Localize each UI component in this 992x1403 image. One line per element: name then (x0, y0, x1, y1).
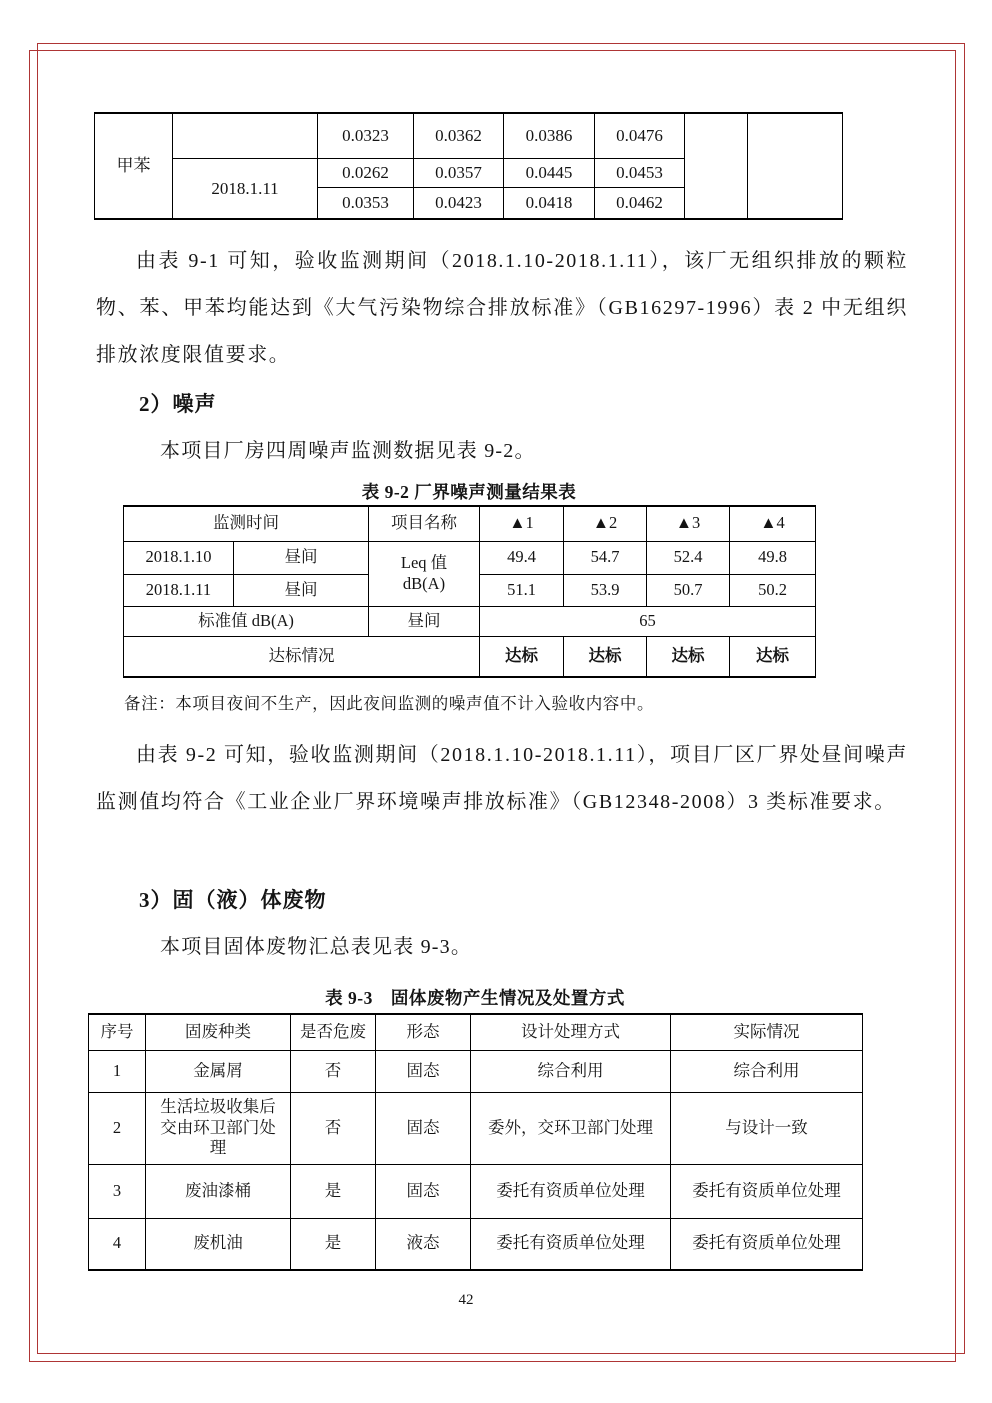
header-index: 序号 (89, 1014, 146, 1050)
solid-waste-table-title: 表 9-3 固体废物产生情况及处置方式 (325, 988, 625, 1008)
compliance-cell: 达标 (564, 636, 647, 677)
form-cell: 固态 (376, 1092, 471, 1164)
leq-label-line1: Leq 值 (400, 552, 448, 572)
noise-table-note: 备注：本项目夜间不生产，因此夜间监测的噪声值不计入验收内容中。 (124, 694, 655, 713)
leq-label-cell (369, 541, 480, 606)
substance-cell: 甲苯 (95, 113, 173, 219)
value-cell: 0.0323 (318, 113, 414, 158)
section-heading-solid-waste: 3）固（液）体废物 (139, 888, 327, 912)
header-monitor-time: 监测时间 (124, 506, 369, 541)
designed-disposal-cell: 综合利用 (471, 1050, 671, 1092)
form-cell: 固态 (376, 1050, 471, 1092)
value-cell: 50.7 (647, 574, 730, 606)
hazardous-cell: 是 (291, 1218, 376, 1270)
index-cell: 2 (89, 1092, 146, 1164)
leq-label-line2: dB(A) (402, 573, 446, 593)
actual-situation-cell: 与设计一致 (671, 1092, 863, 1164)
noise-table (123, 505, 816, 678)
header-point-4: ▲4 (730, 506, 816, 541)
value-cell: 0.0453 (595, 158, 685, 187)
standard-label-cell: 标准值 dB(A) (124, 606, 369, 636)
value-cell: 0.0423 (414, 187, 504, 219)
solid-waste-table (88, 1013, 863, 1271)
header-item-name: 项目名称 (369, 506, 480, 541)
form-cell: 液态 (376, 1218, 471, 1270)
actual-situation-cell: 综合利用 (671, 1050, 863, 1092)
header-designed-disposal: 设计处理方式 (471, 1014, 671, 1050)
designed-disposal-cell: 委外，交环卫部门处理 (471, 1092, 671, 1164)
value-cell: 50.2 (730, 574, 816, 606)
header-point-3: ▲3 (647, 506, 730, 541)
header-form: 形态 (376, 1014, 471, 1050)
standard-period-cell: 昼间 (369, 606, 480, 636)
solid-waste-intro-text: 本项目固体废物汇总表见表 9-3。 (160, 936, 473, 958)
noise-table-title: 表 9-2 厂界噪声测量结果表 (361, 482, 577, 502)
actual-situation-cell: 委托有资质单位处理 (671, 1218, 863, 1270)
page-number: 42 (458, 1292, 474, 1308)
noise-intro-text: 本项目厂房四周噪声监测数据见表 9-2。 (160, 440, 536, 462)
value-cell: 0.0462 (595, 187, 685, 219)
hazardous-cell: 是 (291, 1164, 376, 1218)
value-cell: 53.9 (564, 574, 647, 606)
compliance-cell: 达标 (647, 636, 730, 677)
header-actual-situation: 实际情况 (671, 1014, 863, 1050)
value-cell: 49.8 (730, 541, 816, 574)
waste-type-cell: 金属屑 (146, 1050, 291, 1092)
value-cell: 0.0386 (504, 113, 595, 158)
designed-disposal-cell: 委托有资质单位处理 (471, 1218, 671, 1270)
value-cell: 0.0362 (414, 113, 504, 158)
date-cell-empty (173, 113, 318, 158)
date-cell: 2018.1.11 (124, 574, 234, 606)
compliance-cell: 达标 (480, 636, 564, 677)
form-cell: 固态 (376, 1164, 471, 1218)
index-cell: 1 (89, 1050, 146, 1092)
date-cell: 2018.1.10 (124, 541, 234, 574)
section-heading-noise: 2）噪声 (139, 392, 217, 416)
value-cell: 0.0262 (318, 158, 414, 187)
waste-type-cell: 废油漆桶 (146, 1164, 291, 1218)
waste-type-cell: 生活垃圾收集后交由环卫部门处理 (146, 1092, 291, 1164)
date-cell: 2018.1.11 (173, 158, 318, 219)
compliance-cell: 达标 (730, 636, 816, 677)
paragraph-noise-conclusion: 由表 9-2 可知，验收监测期间（2018.1.10-2018.1.11），项目厂区厂界处昼间噪声监测值均符合《工业企业厂界环境噪声排放标准》（GB12348-2008）3 类标准要求。 (96, 744, 908, 813)
standard-value-cell: 65 (480, 606, 816, 636)
index-cell: 3 (89, 1164, 146, 1218)
waste-type-cell: 废机油 (146, 1218, 291, 1270)
value-cell: 0.0353 (318, 187, 414, 219)
header-point-1: ▲1 (480, 506, 564, 541)
header-hazardous: 是否危废 (291, 1014, 376, 1050)
paragraph-emissions-conclusion: 由表 9-1 可知，验收监测期间（2018.1.10-2018.1.11），该厂无组织排放的颗粒物、苯、甲苯均能达到《大气污染物综合排放标准》（GB16297-1996）表 2 中无组织排放浓度限值要求。 (96, 250, 908, 366)
empty-cell (748, 113, 843, 219)
empty-cell (685, 113, 748, 219)
value-cell: 49.4 (480, 541, 564, 574)
value-cell: 51.1 (480, 574, 564, 606)
hazardous-cell: 否 (291, 1092, 376, 1164)
compliance-label-cell: 达标情况 (124, 636, 480, 677)
value-cell: 52.4 (647, 541, 730, 574)
designed-disposal-cell: 委托有资质单位处理 (471, 1164, 671, 1218)
value-cell: 0.0357 (414, 158, 504, 187)
period-cell: 昼间 (234, 574, 369, 606)
header-point-2: ▲2 (564, 506, 647, 541)
value-cell: 0.0445 (504, 158, 595, 187)
actual-situation-cell: 委托有资质单位处理 (671, 1164, 863, 1218)
value-cell: 0.0418 (504, 187, 595, 219)
index-cell: 4 (89, 1218, 146, 1270)
header-waste-type: 固废种类 (146, 1014, 291, 1050)
hazardous-cell: 否 (291, 1050, 376, 1092)
emissions-table-fragment (94, 112, 843, 220)
value-cell: 0.0476 (595, 113, 685, 158)
value-cell: 54.7 (564, 541, 647, 574)
period-cell: 昼间 (234, 541, 369, 574)
